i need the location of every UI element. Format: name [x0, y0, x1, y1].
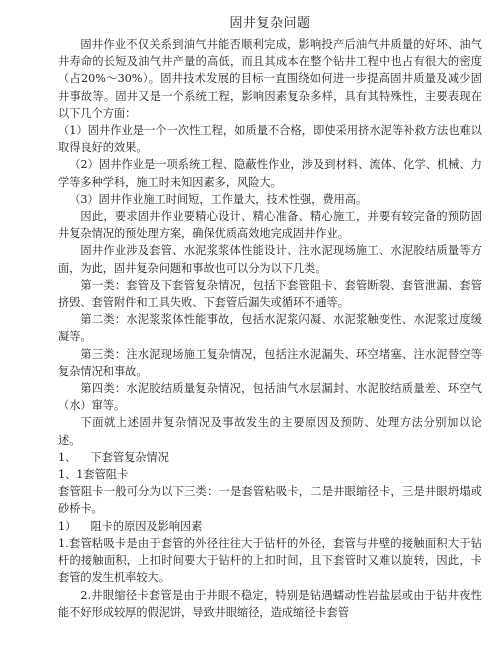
paragraph-category-1: 第一类：套管及下套管复杂情况，包括下套管阻卡、套管断裂、套管泄漏、套管挤毁、套管附件和工具失败、下套管后漏失或循环不通等。 — [58, 278, 482, 310]
paragraph-therefore: 因此，要求固井作业要精心设计、精心准备、精心施工，并要有较完备的预防固井复杂情况的预处理方案，确保优质高效地完成固井作业。 — [58, 210, 482, 241]
section-heading-1-1: 1、1套管阻卡 — [58, 468, 129, 482]
paragraph-cause-2: 2.井眼缩径卡套管是由于井眼不稳定，特别是钻遇蠕动性岩盐层或由于钻井夜性能不好形成较厚的假泥饼，导致井眼缩径，造成缩径卡套管 — [58, 588, 482, 619]
paragraph-categories-intro: 固井作业涉及套管、水泥浆浆体性能设计、注水泥现场施工、水泥胶结质量等方面，为此，固井复杂问题和事故也可以分为以下几类。 — [58, 244, 482, 275]
paragraph-point-3: （3）固井作业施工时间短，工作量大，技术性强，费用高。 — [69, 192, 368, 206]
paragraph-category-3: 第三类：注水泥现场施工复杂情况，包括注水泥漏失、环空堵塞、注水泥替空等复杂情况和事故。 — [58, 347, 482, 378]
paragraph-category-2: 第二类：水泥浆浆体性能事故，包括水泥浆闪凝、水泥浆触变性、水泥浆过度缓凝等。 — [58, 313, 482, 344]
paragraph-intro: 固井作业不仅关系到油气井能否顺利完成，影响投产后油气井质量的好坏、油气井寿命的长短及油气井产量的高低，而且其成本在整个钻井工程中也占有很大的密度（占20%～30%）。固井技术发展的目标一直围绕如何进一步提高固井质量及减少固井事故等。固井又是一个系统工程，影响因素复杂多样，具有其特殊性，主要表现在以下几个方面： — [58, 38, 482, 120]
paragraph-point-2: （2）固井作业是一项系统工程、隐蔽性作业，涉及到材料、流体、化学、机械、力学等多种学科，施工时未知因素多，风险大。 — [58, 158, 482, 189]
paragraph-cause-1: 1.套管粘吸卡是由于套管的外径往往大于钻杆的外径，套管与井壁的接触面积大于钻杆的接触面积，上扣时间要大于钻杆的上扣时间，且下套管时又难以旋转，因此，卡套管的发生机率较大。 — [58, 536, 482, 585]
page-title: 固井复杂问题 — [229, 16, 311, 31]
paragraph-discussion: 下面就上述固井复杂情况及事故发生的主要原因及预防、处理方法分别加以论述。 — [58, 416, 482, 447]
paragraph-point-1: （1）固井作业是一个一次性工程，如质量不合格，即使采用挤水泥等补救方法也难以取得良好的效果。 — [58, 124, 482, 155]
subsection-heading-causes: 1） 阻卡的原因及影响因素 — [58, 519, 203, 533]
paragraph-category-4: 第四类：水泥胶结质量复杂情况，包括油气水层漏封、水泥胶结质量差、环空气（水）窜等。 — [58, 382, 482, 413]
paragraph-casing-stuck: 套管阻卡一般可分为以下三类：一是套管粘吸卡，二是井眼缩径卡，三是井眼坍塌或砂桥卡。 — [58, 485, 482, 516]
section-heading-1: 1、 下套管复杂情况 — [58, 450, 169, 464]
